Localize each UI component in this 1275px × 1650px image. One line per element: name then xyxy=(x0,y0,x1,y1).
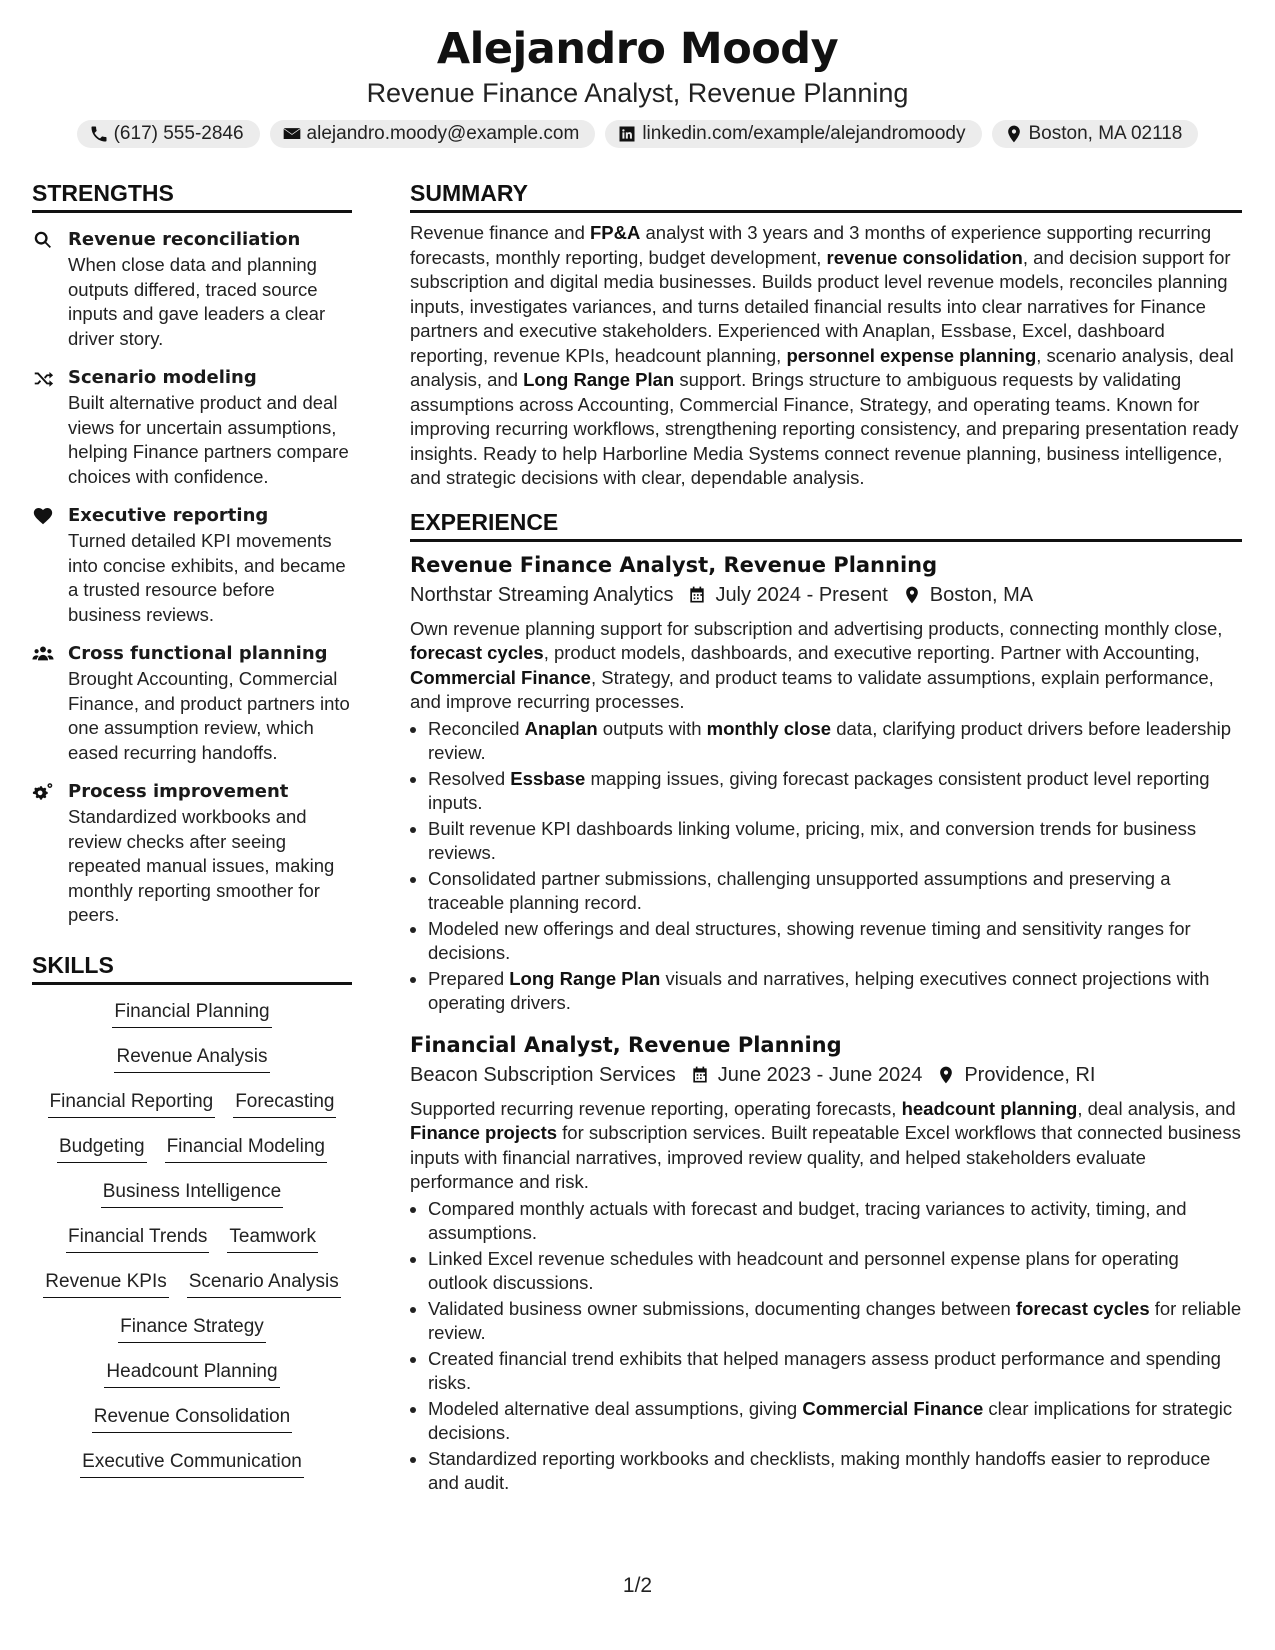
emphasis-text: Long Range Plan xyxy=(523,369,675,390)
strength-desc: Turned detailed KPI movements into concise exhibits, and became a trusted resource before business reviews. xyxy=(68,530,346,625)
text-run: mapping issues, giving forecast packages consistent product level reporting inputs. xyxy=(428,767,1210,813)
strength-title: Executive reporting xyxy=(68,505,269,526)
text-run: , and decision support for subscription and digital media businesses. Builds product level revenue models, reconciles planning inputs, investigates variances, and turns detailed financial results into clear narratives for Finance partners and executive stakeholders. Experienced with Anaplan, Essbase, Excel, dashboard reporting, revenue KPIs, headcount planning, xyxy=(410,246,1231,366)
contact-phone[interactable] xyxy=(77,120,260,148)
skill-tag: Revenue Consolidation xyxy=(92,1404,292,1433)
skill-row xyxy=(32,1359,352,1404)
text-run: , Strategy, and product teams to validate assumptions, explain performance, and improve recurring processes. xyxy=(410,666,1214,712)
job-bullet xyxy=(428,767,1242,816)
strengths-heading: STRENGTHS xyxy=(32,180,352,213)
contact-bar xyxy=(0,120,1275,148)
strength-item xyxy=(32,503,352,627)
text-run: analyst with 3 years and 3 months of experience supporting recurring forecasts, monthly reporting, budget development, xyxy=(410,222,1212,268)
skill-tag: Forecasting xyxy=(233,1089,336,1118)
summary-heading: SUMMARY xyxy=(410,180,1242,213)
text-run: , deal analysis, and xyxy=(1077,1097,1236,1119)
emphasis-text: Anaplan xyxy=(524,717,598,739)
left-column xyxy=(32,180,352,1494)
skill-tag: Business Intelligence xyxy=(101,1179,284,1208)
skill-row xyxy=(32,1314,352,1359)
emphasis-text: headcount planning xyxy=(901,1097,1078,1119)
calendar-icon xyxy=(687,585,707,605)
text-run: Modeled alternative deal assumptions, giving xyxy=(428,1397,803,1419)
job-bullet xyxy=(428,1347,1242,1396)
job-company: Northstar Streaming Analytics xyxy=(410,583,674,606)
job-company: Beacon Subscription Services xyxy=(410,1063,676,1086)
linkedin-icon xyxy=(617,124,637,144)
job-bullets xyxy=(410,1197,1242,1496)
job-bullet xyxy=(428,817,1242,866)
text-run: Supported recurring revenue reporting, operating forecasts, xyxy=(410,1097,902,1119)
job-dates: June 2023 - June 2024 xyxy=(717,1063,923,1086)
strength-item xyxy=(32,641,352,765)
skill-tag: Financial Planning xyxy=(112,999,271,1028)
skill-tag: Headcount Planning xyxy=(104,1359,279,1388)
text-run: visuals and narratives, helping executives connect projections with operating drivers. xyxy=(428,967,1210,1013)
emphasis-text: Long Range Plan xyxy=(509,967,661,989)
job-bullet xyxy=(428,1397,1242,1446)
skills-list xyxy=(32,999,352,1494)
text-run: Reconciled xyxy=(428,717,525,739)
skill-row xyxy=(32,1224,352,1269)
emphasis-text: monthly close xyxy=(706,717,832,739)
job-location: Boston, MA xyxy=(929,583,1034,606)
candidate-title: Revenue Finance Analyst, Revenue Planning xyxy=(366,78,909,108)
skill-tag: Financial Modeling xyxy=(165,1134,327,1163)
text-run: Compared monthly actuals with forecast and budget, tracing variances to activity, timing, and assumptions. xyxy=(428,1197,1187,1243)
text-run: Own revenue planning support for subscription and advertising products, connecting monthly close, xyxy=(410,617,1223,639)
job-meta xyxy=(410,580,1242,610)
job-dates: July 2024 - Present xyxy=(715,583,888,606)
job-meta xyxy=(410,1060,1242,1090)
contact-email[interactable] xyxy=(270,120,596,148)
candidate-name: Alejandro Moody xyxy=(436,24,839,74)
strength-item xyxy=(32,365,352,489)
job-bullet xyxy=(428,1247,1242,1296)
right-column xyxy=(410,180,1242,1497)
strength-desc: Standardized workbooks and review checks after seeing repeated manual issues, making monthly reporting smoother for peers. xyxy=(68,806,335,925)
phone-icon xyxy=(89,124,109,144)
job-location: Providence, RI xyxy=(964,1063,1096,1086)
location-pin-icon xyxy=(902,585,922,605)
envelope-icon xyxy=(282,124,302,144)
emphasis-text: Finance projects xyxy=(410,1122,558,1143)
emphasis-text: personnel expense planning xyxy=(786,344,1037,366)
text-run: Consolidated partner submissions, challenging unsupported assumptions and preserving a traceable planning record. xyxy=(428,867,1171,913)
job-bullets xyxy=(410,717,1242,1016)
location-pin-icon xyxy=(1004,124,1024,144)
text-run: clear implications for strategic decisions. xyxy=(428,1397,1233,1443)
skill-tag: Teamwork xyxy=(227,1224,318,1253)
heart-icon xyxy=(32,505,54,527)
skill-row xyxy=(32,1269,352,1314)
skill-row xyxy=(32,1089,352,1134)
text-run: support. Brings structure to ambiguous requests by validating assumptions across Accounting, Commercial Finance, Strategy, and operating teams. Known for improving recurring workflows, strengthening reporting consistency, and preparing presentation ready insights. Ready to help Harborline Media Systems connect revenue planning, business intelligence, and strategic decisions with clear, dependable analysis. xyxy=(410,369,1239,488)
skill-row xyxy=(32,999,352,1044)
emphasis-text: Commercial Finance xyxy=(802,1397,984,1419)
emphasis-text: Commercial Finance xyxy=(410,666,591,688)
skill-tag: Finance Strategy xyxy=(118,1314,266,1343)
text-run: Created financial trend exhibits that helped managers assess product performance and spending risks. xyxy=(428,1347,1221,1393)
location-pin-icon xyxy=(936,1065,956,1085)
gears-icon xyxy=(32,781,54,803)
skills-heading: SKILLS xyxy=(32,952,352,985)
text-run: for reliable review. xyxy=(428,1297,1242,1343)
job-bullet xyxy=(428,917,1242,966)
text-run: Linked Excel revenue schedules with headcount and personnel expense plans for operating outlook discussions. xyxy=(428,1247,1179,1293)
users-icon xyxy=(32,643,54,665)
strength-desc: When close data and planning outputs differed, traced source inputs and gave leaders a clear driver story. xyxy=(68,254,326,349)
page-number: 1/2 xyxy=(622,1574,653,1597)
emphasis-text: forecast cycles xyxy=(1015,1297,1150,1319)
strength-desc: Brought Accounting, Commercial Finance, and product partners into one assumption review, which eased recurring handoffs. xyxy=(68,668,350,763)
skill-row xyxy=(32,1404,352,1449)
strength-item xyxy=(32,227,352,351)
shuffle-icon xyxy=(32,367,54,389)
text-run: Modeled new offerings and deal structures, showing revenue timing and sensitivity ranges for decisions. xyxy=(428,917,1191,963)
text-run: Built revenue KPI dashboards linking volume, pricing, mix, and conversion trends for business reviews. xyxy=(428,817,1197,863)
strength-title: Scenario modeling xyxy=(68,367,257,388)
skill-tag: Revenue Analysis xyxy=(114,1044,269,1073)
skill-tag: Financial Trends xyxy=(66,1224,209,1253)
contact-linkedin-text: linkedin.com/example/alejandromoody xyxy=(642,123,966,144)
job-entry xyxy=(410,1030,1242,1496)
strength-desc: Built alternative product and deal views for uncertain assumptions, helping Finance partners compare choices with confidence. xyxy=(68,392,349,487)
text-run: data, clarifying product drivers before leadership review. xyxy=(428,717,1232,763)
text-run: Validated business owner submissions, documenting changes between xyxy=(428,1297,1016,1319)
skill-row xyxy=(32,1134,352,1179)
contact-location-text: Boston, MA 02118 xyxy=(1028,123,1183,144)
text-run: outputs with xyxy=(597,717,707,739)
text-run: Revenue finance and xyxy=(410,222,590,243)
job-title: Revenue Finance Analyst, Revenue Planning xyxy=(410,552,938,577)
skill-row xyxy=(32,1449,352,1494)
emphasis-text: FP&A xyxy=(590,222,641,243)
skill-tag: Scenario Analysis xyxy=(187,1269,341,1298)
text-run: for subscription services. Built repeatable Excel workflows that connected business inputs with financial narratives, improved review quality, and helped stakeholders evaluate performance and risk. xyxy=(410,1122,1241,1192)
resume-header xyxy=(0,0,1275,148)
skill-tag: Budgeting xyxy=(57,1134,147,1163)
text-run: , product models, dashboards, and executive reporting. Partner with Accounting, xyxy=(543,642,1200,663)
contact-email-text: alejandro.moody@example.com xyxy=(306,123,580,144)
job-title: Financial Analyst, Revenue Planning xyxy=(410,1032,842,1057)
skill-tag: Revenue KPIs xyxy=(43,1269,168,1298)
strength-title: Cross functional planning xyxy=(68,643,328,664)
job-description xyxy=(410,1097,1242,1195)
emphasis-text: Essbase xyxy=(510,767,586,789)
experience-heading: EXPERIENCE xyxy=(410,509,1242,542)
job-description xyxy=(410,617,1242,715)
job-bullet xyxy=(428,1197,1242,1246)
strength-title: Revenue reconciliation xyxy=(68,229,301,250)
strength-title: Process improvement xyxy=(68,781,289,802)
job-entry xyxy=(410,550,1242,1016)
summary-text xyxy=(410,221,1242,491)
contact-phone-text: (617) 555-2846 xyxy=(113,123,244,144)
text-run: Prepared xyxy=(428,967,510,989)
emphasis-text: revenue consolidation xyxy=(826,246,1023,268)
skill-row xyxy=(32,1179,352,1224)
job-bullet xyxy=(428,1297,1242,1346)
calendar-icon xyxy=(690,1065,710,1085)
contact-location xyxy=(992,120,1199,148)
skill-tag: Financial Reporting xyxy=(48,1089,216,1118)
job-bullet xyxy=(428,1447,1242,1496)
strength-item xyxy=(32,779,352,928)
text-run: , scenario analysis, deal analysis, and xyxy=(410,344,1234,390)
text-run: Standardized reporting workbooks and checklists, making monthly handoffs easier to reproduce and audit. xyxy=(428,1447,1211,1493)
text-run: Resolved xyxy=(428,767,511,789)
skill-tag: Executive Communication xyxy=(80,1449,304,1478)
job-bullet xyxy=(428,717,1242,766)
job-bullet xyxy=(428,967,1242,1016)
search-icon xyxy=(32,229,54,251)
emphasis-text: forecast cycles xyxy=(410,642,544,663)
contact-linkedin[interactable] xyxy=(605,120,981,148)
skill-row xyxy=(32,1044,352,1089)
job-bullet xyxy=(428,867,1242,916)
